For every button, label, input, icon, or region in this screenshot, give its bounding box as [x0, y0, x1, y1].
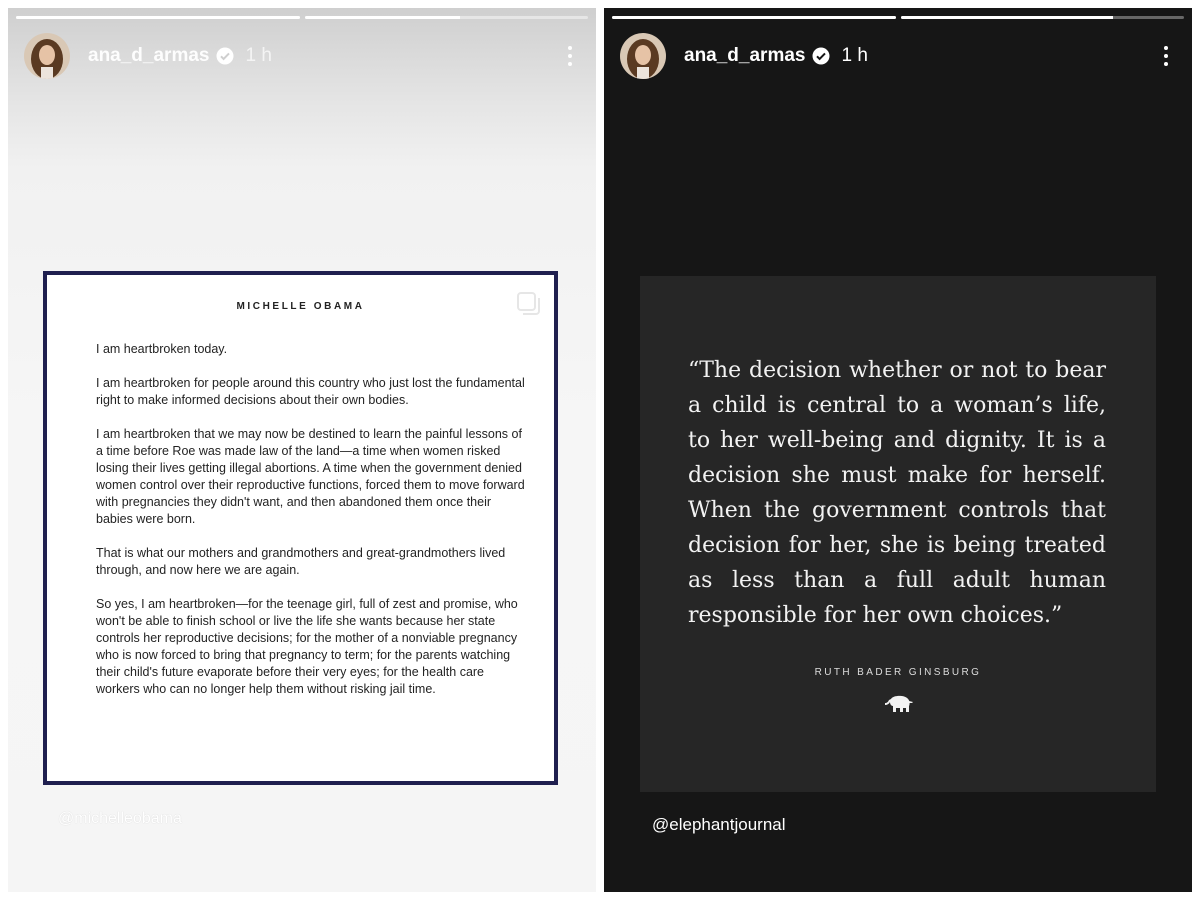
progress-bars — [612, 16, 1184, 19]
shared-post-card[interactable] — [43, 271, 558, 785]
elephant-logo-icon — [882, 693, 916, 713]
quote-text: “The decision whether or not to bear a child is central to a woman’s life, to her well-being and dignity. It is a decision she must make for herself. When the government controls that decision for her, she is being treated as less than a full adult human responsible for her own choices.” — [688, 358, 1106, 628]
post-body — [96, 341, 528, 715]
post-title: MICHELLE OBAMA — [236, 301, 365, 312]
story-header — [620, 30, 1176, 82]
progress-bars — [16, 16, 588, 19]
story-header — [24, 30, 580, 82]
multiple-posts-icon — [516, 291, 542, 317]
post-time: 1 h — [841, 45, 868, 66]
post-paragraph: I am heartbroken that we may now be destined to learn the painful lessons of a time before Roe was made law of the land—a time when women risked losing their lives getting illegal abortions. A time when the government denied women control over their reproductive functions, forced them to move forward with pregnancies they didn't want, and then abandoned them once their babies were born. — [96, 427, 525, 526]
avatar[interactable] — [24, 33, 70, 79]
quote-author: RUTH BADER GINSBURG — [814, 667, 982, 678]
more-vertical-icon[interactable] — [560, 42, 580, 70]
post-paragraph: I am heartbroken today. — [96, 342, 228, 356]
more-vertical-icon[interactable] — [1156, 42, 1176, 70]
story-left[interactable] — [8, 8, 596, 892]
username[interactable]: ana_d_armas — [88, 45, 210, 66]
mention-tag[interactable]: @elephantjournal — [652, 815, 786, 834]
verified-badge-icon — [812, 47, 830, 65]
mention-tag[interactable]: @michelleobama — [58, 810, 182, 827]
verified-badge-icon — [216, 47, 234, 65]
post-paragraph: That is what our mothers and grandmothers and great-grandmothers lived through, and now here we are again. — [96, 546, 506, 577]
story-right[interactable] — [604, 8, 1192, 892]
post-paragraph: I am heartbroken for people around this country who just lost the fundamental right to make informed decisions about their own bodies. — [96, 376, 525, 407]
progress-bar — [612, 16, 896, 19]
progress-bar — [305, 16, 589, 19]
post-paragraph: So yes, I am heartbroken—for the teenage girl, full of zest and promise, who won't be able to finish school or live the life she wants because her state controls her reproductive decisions; for the mother of a nonviable pregnancy who is now forced to bring that pregnancy to term; for the parents watching their child's future evaporate before their very eyes; for the health care workers who can no longer help them without risking jail time. — [96, 597, 518, 696]
progress-bar — [901, 16, 1185, 19]
username[interactable]: ana_d_armas — [684, 45, 806, 66]
avatar[interactable] — [620, 33, 666, 79]
post-time: 1 h — [245, 45, 272, 66]
progress-bar — [16, 16, 300, 19]
quote-card[interactable] — [640, 276, 1156, 792]
